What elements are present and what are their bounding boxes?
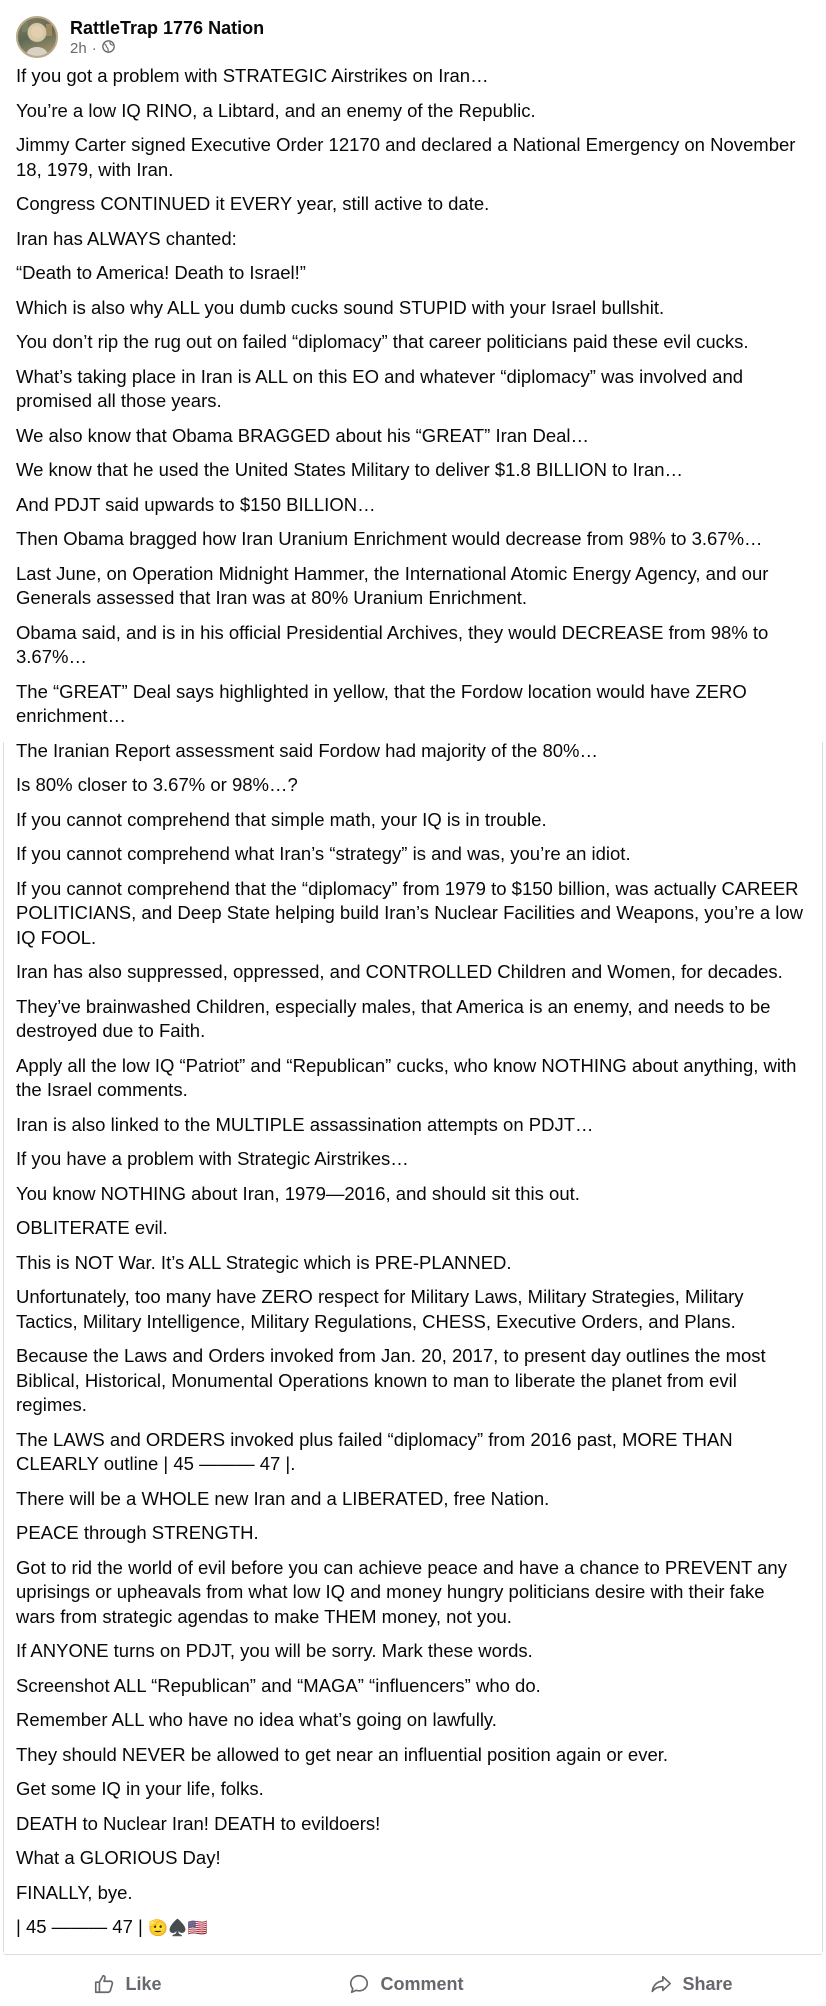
post-paragraph: If you got a problem with STRATEGIC Airstrikes on Iran…	[16, 65, 489, 86]
comment-button[interactable]	[330, 1967, 481, 2001]
post-paragraph: Because the Laws and Orders invoked from Jan. 20, 2017, to present day outlines the most Biblical, Historical, Monumental Operations known to man to liberate the planet from evil regimes.	[16, 1345, 771, 1415]
post-paragraph: If you cannot comprehend that the “diplomacy” from 1979 to $150 billion, was actually CAREER POLITICIANS, and Deep State helping build Iran’s Nuclear Facilities and Weapons, you’re a low IQ FOOL.	[16, 877, 809, 948]
post-paragraph: You know NOTHING about Iran, 1979—2016, and should sit this out.	[16, 1182, 580, 1204]
globe-icon[interactable]	[102, 39, 115, 58]
post-action-bar	[0, 1962, 826, 2006]
card-border-bottom	[3, 1952, 823, 1955]
post-text	[16, 64, 809, 1952]
thumbs-up-icon	[93, 1973, 115, 1995]
comment-bubble-icon	[348, 1973, 370, 1995]
post-paragraph: Iran has also suppressed, oppressed, and CONTROLLED Children and Women, for decades.	[16, 961, 783, 982]
post-paragraph: The “GREAT” Deal says highlighted in yellow, that the Fordow location would have ZERO enrichment…	[16, 680, 752, 726]
post-paragraph: They’ve brainwashed Children, especially males, that America is an enemy, and needs to be destroyed due to Faith.	[16, 995, 776, 1041]
meta-separator: ·	[91, 39, 97, 57]
post-paragraph: Is 80% closer to 3.67% or 98%…?	[16, 774, 298, 795]
post-paragraph: Get some IQ in your life, folks.	[16, 1778, 264, 1799]
sign-off-text: | 45 ——— 47 |	[16, 1916, 143, 1937]
post-paragraph: The Iranian Report assessment said Fordow had majority of the 80%…	[16, 739, 599, 761]
post-paragraph: This is NOT War. It’s ALL Strategic which is PRE-PLANNED.	[16, 1251, 512, 1273]
post-paragraph: What a GLORIOUS Day!	[16, 1847, 221, 1868]
post-paragraph: OBLITERATE evil.	[16, 1217, 168, 1238]
post-paragraph: What’s taking place in Iran is ALL on this EO and whatever “diplomacy” was involved and promised all those years.	[16, 365, 749, 411]
post-paragraph: Iran has ALWAYS chanted:	[16, 227, 237, 249]
share-button[interactable]	[632, 1967, 750, 2001]
share-arrow-icon	[650, 1973, 672, 1995]
sign-off-emoji: 🫡♠️🇺🇸	[147, 1920, 208, 1937]
card-border-right	[822, 742, 823, 1952]
post-paragraph: DEATH to Nuclear Iran! DEATH to evildoers!	[16, 1812, 381, 1834]
post-paragraph: Unfortunately, too many have ZERO respect for Military Laws, Military Strategies, Military Tactics, Military Intelligence, Military Regulations, CHESS, Executive Orders, and Plans.	[16, 1286, 749, 1332]
post-meta	[70, 39, 264, 58]
post-paragraph: PEACE through STRENGTH.	[16, 1522, 259, 1543]
author-name[interactable]: RattleTrap 1776 Nation	[70, 17, 265, 38]
post-paragraph: Apply all the low IQ “Patriot” and “Republican” cucks, who know NOTHING about anything, with the Israel comments.	[16, 1054, 802, 1100]
post-paragraph: FINALLY, bye.	[16, 1881, 133, 1903]
author-avatar[interactable]	[16, 16, 58, 58]
card-border-left	[3, 742, 4, 1952]
post-paragraph: Obama said, and is in his official Presidential Archives, they would DECREASE from 98% to 3.67%…	[16, 621, 774, 667]
post-paragraph: We also know that Obama BRAGGED about his “GREAT” Iran Deal…	[16, 424, 590, 446]
post-paragraph: Iran is also linked to the MULTIPLE assassination attempts on PDJT…	[16, 1113, 594, 1135]
post-paragraph: You’re a low IQ RINO, a Libtard, and an enemy of the Republic.	[16, 99, 536, 121]
post-header	[16, 12, 264, 62]
post-paragraph: Then Obama bragged how Iran Uranium Enrichment would decrease from 98% to 3.67%…	[16, 528, 763, 549]
post-paragraph: Remember ALL who have no idea what’s going on lawfully.	[16, 1709, 497, 1730]
post-timestamp[interactable]: 2h	[70, 39, 87, 57]
post-paragraph: There will be a WHOLE new Iran and a LIBERATED, free Nation.	[16, 1487, 550, 1509]
post-paragraph: If you cannot comprehend that simple math, your IQ is in trouble.	[16, 808, 547, 830]
like-button[interactable]	[75, 1967, 179, 2001]
post-paragraph: Last June, on Operation Midnight Hammer, the International Atomic Energy Agency, and our Generals assessed that Iran was at 80% Uranium Enrichment.	[16, 562, 774, 608]
post-paragraph: Jimmy Carter signed Executive Order 12170 and declared a National Emergency on November 18, 1979, with Iran.	[16, 134, 801, 180]
post-paragraph: “Death to America! Death to Israel!”	[16, 262, 306, 283]
post-paragraph: The LAWS and ORDERS invoked plus failed “diplomacy” from 2016 past, MORE THAN CLEARLY outline | 45 ——— 47 |.	[16, 1428, 738, 1474]
post-paragraph: Got to rid the world of evil before you can achieve peace and have a chance to PREVENT any uprisings or upheavals from what low IQ and money hungry politicians desire with their fake wars from strategic agendas to make THEM money, not you.	[16, 1556, 793, 1627]
post-paragraph: You don’t rip the rug out on failed “diplomacy” that career politicians paid these evil cucks.	[16, 331, 749, 352]
post-paragraph: Which is also why ALL you dumb cucks sound STUPID with your Israel bullshit.	[16, 296, 665, 318]
post-paragraph: And PDJT said upwards to $150 BILLION…	[16, 493, 376, 515]
post-paragraph: We know that he used the United States Military to deliver $1.8 BILLION to Iran…	[16, 459, 684, 480]
post-paragraph: If ANYONE turns on PDJT, you will be sorry. Mark these words.	[16, 1640, 533, 1661]
share-label: Share	[682, 1973, 733, 1994]
post-paragraph: If you cannot comprehend what Iran’s “strategy” is and was, you’re an idiot.	[16, 843, 631, 864]
post-paragraph: If you have a problem with Strategic Airstrikes…	[16, 1148, 409, 1169]
post-paragraph: Congress CONTINUED it EVERY year, still active to date.	[16, 193, 490, 214]
like-label: Like	[125, 1973, 162, 1994]
post-sign-off	[16, 1915, 806, 1942]
comment-label: Comment	[380, 1973, 464, 1994]
post-paragraph: Screenshot ALL “Republican” and “MAGA” “influencers” who do.	[16, 1674, 541, 1696]
post-paragraph: They should NEVER be allowed to get near an influential position again or ever.	[16, 1743, 669, 1765]
